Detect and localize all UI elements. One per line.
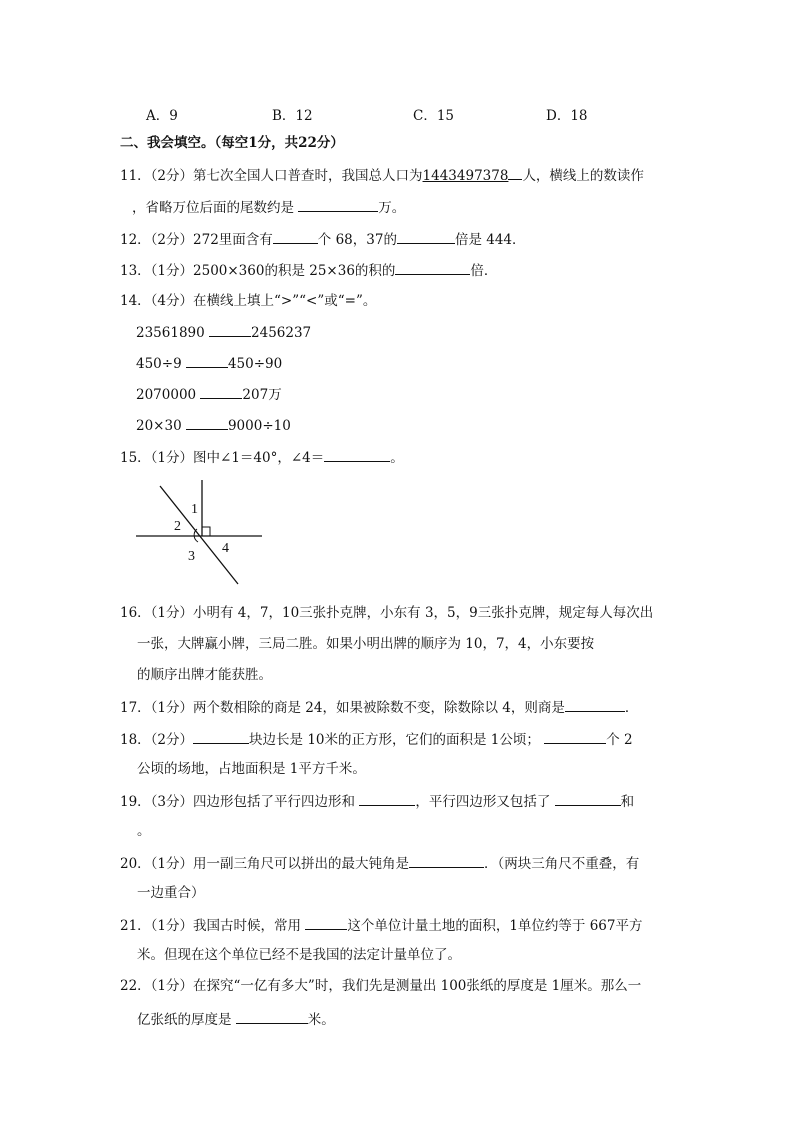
q11-answer-blank[interactable] (298, 197, 378, 212)
q21-text-b: 这个单位计量土地的面积，1单位约等于 667平方 (347, 918, 643, 934)
q22-line2 (137, 1009, 335, 1029)
q18-text-a: 18．（2分） (120, 732, 194, 748)
q14-row-4-blank[interactable] (186, 415, 228, 430)
q18-line1 (120, 729, 633, 749)
q17-text-b: ． (624, 700, 639, 716)
q19-text-b: ，平行四边形又包括了 (415, 794, 551, 810)
q14-row-3-blank[interactable] (200, 384, 242, 399)
q17-blank[interactable] (565, 697, 625, 712)
q13-text-b: 倍． (470, 263, 498, 279)
q12-text-b: 个 68，37的 (317, 232, 397, 248)
q11-text-c: ，省略万位后面的尾数约是 (132, 200, 294, 216)
right-angle-mark (202, 527, 210, 536)
q14-row-1 (136, 322, 311, 342)
q15-line (120, 447, 404, 467)
q14-row-2 (136, 353, 282, 373)
angle-label-2: 2 (174, 519, 181, 534)
q20-text-b: ．（两块三角尺不重叠，有 (484, 856, 640, 872)
option-b: B．12 (272, 108, 313, 124)
q14-row-2-blank[interactable] (186, 353, 228, 368)
q14-row-3-right: 207万 (242, 387, 282, 403)
q22-line1: 22．（1分）在探究“一亿有多大”时，我们先是测量出 100张纸的厚度是 1厘米。那么一 (120, 978, 642, 994)
q16-line2: 一张，大牌赢小牌，三局二胜。如果小明出牌的顺序为 10，7，4，小东要按 (137, 636, 595, 652)
q18-blank-2[interactable] (544, 729, 606, 744)
option-a: A．9 (146, 108, 178, 124)
q14-row-1-left: 23561890 (136, 325, 205, 341)
q21-line1 (120, 915, 642, 935)
q18-blank-1[interactable] (193, 729, 249, 744)
q11-number: 1443497378 (422, 168, 509, 184)
q16-line3: 的顺序出牌才能获胜。 (137, 667, 272, 683)
q14-row-1-right: 2456237 (251, 325, 312, 341)
q12-line (120, 229, 526, 249)
q21-blank[interactable] (305, 915, 347, 930)
option-d: D．18 (546, 108, 588, 124)
q15-text-a: 15．（1分）图中∠1＝40°，∠4＝ (120, 450, 325, 466)
q13-text-a: 13．（1分）2500×360的积是 25×36的积的 (120, 263, 396, 279)
angle-diagram (136, 478, 266, 588)
q20-text-a: 20．（1分）用一副三角尺可以拼出的最大钝角是 (120, 856, 410, 872)
q15-text-b: 。 (390, 450, 404, 466)
q17-text-a: 17．（1分）两个数相除的商是 24，如果被除数不变，除数除以 4，则商是 (120, 700, 565, 716)
q19-blank-1[interactable] (359, 791, 415, 806)
q18-line2: 公顷的场地，占地面积是 1平方千米。 (137, 761, 366, 777)
q13-line (120, 260, 497, 280)
q18-text-c: 个 2 (606, 732, 633, 748)
q20-line2: 一边重合） (137, 885, 205, 901)
q21-line2: 米。但现在这个单位已经不是我国的法定计量单位了。 (137, 947, 461, 963)
section-heading: 二、我会填空。（每空1分，共22分） (120, 135, 344, 151)
angle-label-4: 4 (222, 541, 229, 556)
angle-label-3: 3 (188, 549, 195, 564)
q22-blank[interactable] (236, 1009, 308, 1024)
q19-text-c: 和 (620, 794, 635, 810)
q14-row-4-left: 20×30 (136, 418, 182, 434)
q19-line2: 。 (137, 823, 151, 839)
q16-line1: 16．（1分）小明有 4，7，10三张扑克牌，小东有 3，5，9三张扑克牌，规定每人每次出 (120, 605, 654, 621)
q14-row-4-right: 9000÷10 (227, 418, 291, 434)
q20-line1 (120, 853, 639, 873)
q12-text-c: 倍是 444． (454, 232, 526, 248)
q11-text-a: 11．（2分）第七次全国人口普查时，我国总人口为 (120, 168, 423, 184)
q11-underline-gap (508, 165, 522, 180)
angle-label-1: 1 (191, 502, 198, 517)
q12-blank-1[interactable] (273, 229, 318, 244)
q13-blank[interactable] (395, 260, 470, 275)
q21-text-a: 21．（1分）我国古时候，常用 (120, 918, 302, 934)
q17-line (120, 697, 638, 717)
q20-blank[interactable] (409, 853, 484, 868)
q15-blank[interactable] (324, 447, 390, 462)
q18-text-b: 块边长是 10米的正方形，它们的面积是 1公顷； (249, 732, 540, 748)
q11-line1 (120, 165, 644, 185)
q12-text-a: 12．（2分）272里面含有 (120, 232, 273, 248)
q14-row-3 (136, 384, 282, 404)
q14-row-2-right: 450÷90 (227, 356, 283, 372)
q14-row-2-left: 450÷9 (136, 356, 182, 372)
option-c: C．15 (413, 108, 455, 124)
q14-row-4 (136, 415, 291, 435)
q11-text-d: 万。 (378, 200, 406, 216)
q19-text-a: 19．（3分）四边形包括了平行四边形和 (120, 794, 356, 810)
q14-row-3-left: 2070000 (136, 387, 197, 403)
q12-blank-2[interactable] (397, 229, 455, 244)
q22-text-b: 米。 (307, 1012, 335, 1028)
q14-row-1-blank[interactable] (209, 322, 251, 337)
q19-line1 (120, 791, 634, 811)
q22-text-a: 亿张纸的厚度是 (137, 1012, 232, 1028)
q19-blank-2[interactable] (555, 791, 621, 806)
diagonal-line (160, 486, 238, 584)
q14-title: 14．（4分）在横线上填上“>”“<”或“=”。 (120, 293, 377, 309)
q11-line2 (132, 197, 405, 217)
q11-text-b: 人，横线上的数读作 (522, 168, 644, 184)
